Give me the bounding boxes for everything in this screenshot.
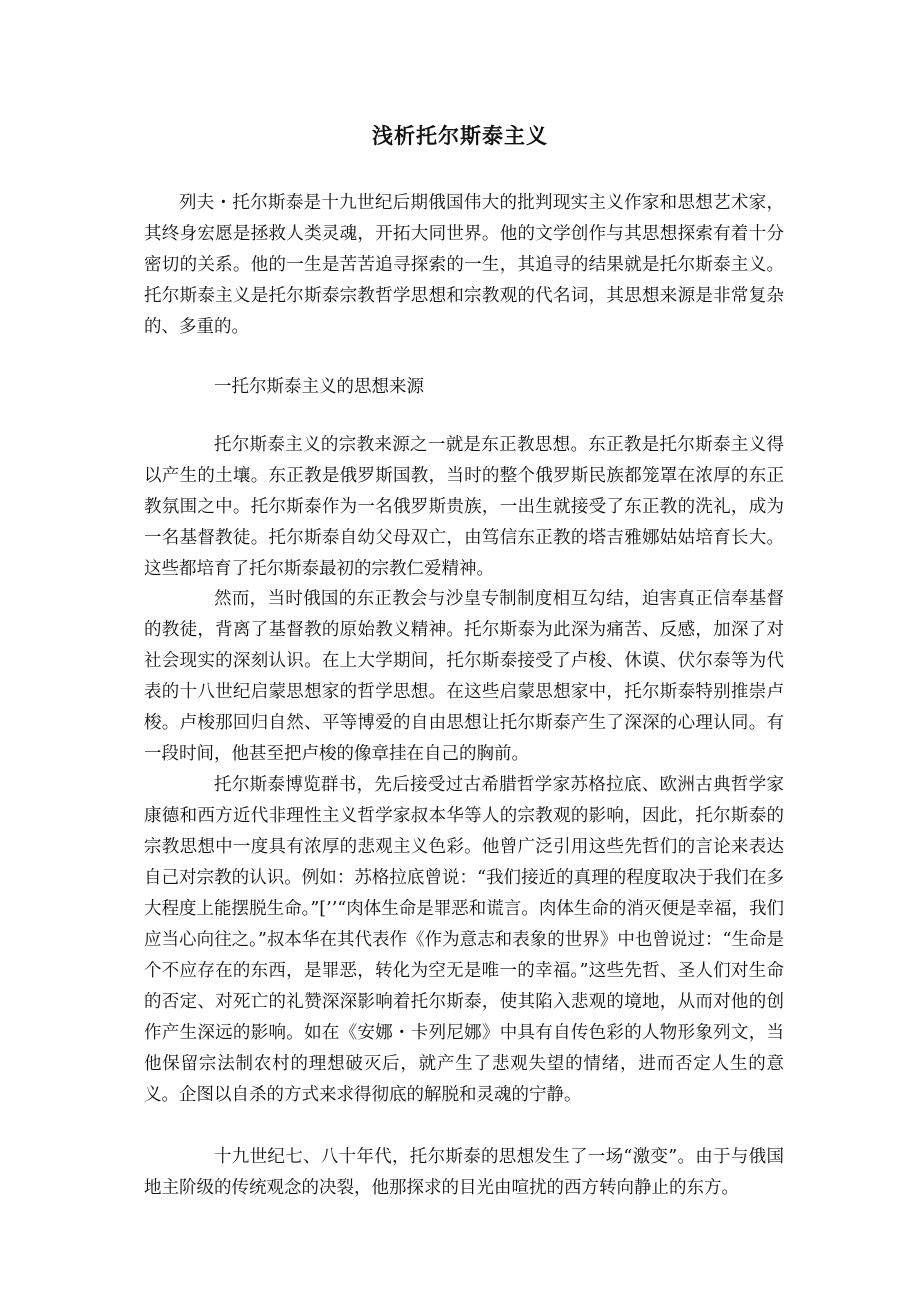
intro-paragraph: 列夫・托尔斯泰是十九世纪后期俄国伟大的批判现实主义作家和思想艺术家，其终身宏愿是拯救人类灵魂，开拓大同世界。他的文学创作与其思想探索有着十分密切的关系。他的一生是苦苦追寻探索的一生，其追寻的结果就是托尔斯泰主义。托尔斯泰主义是托尔斯泰宗教哲学思想和宗教观的代名词，其思想来源是非常复杂的、多重的。 [144,193,784,337]
body-paragraph-4: 十九世纪七、八十年代，托尔斯泰的思想发生了一场“激变”。由于与俄国地主阶级的传统观念的决裂，他那探求的目光由喧扰的西方转向静止的东方。 [144,1147,784,1198]
document-title: 浅析托尔斯泰主义 [372,123,548,148]
body-paragraph-2: 然而，当时俄国的东正教会与沙皇专制制度相互勾结，迫害真正信奉基督的教徒，背离了基督教的原始教义精神。托尔斯泰为此深为痛苦、反感，加深了对社会现实的深刻认识。在上大学期间，托尔斯泰接受了卢梭、休谟、伏尔泰等为代表的十八世纪启蒙思想家的哲学思想。在这些启蒙思想家中，托尔斯泰特别推崇卢梭。卢梭那回归自然、平等博爱的自由思想让托尔斯泰产生了深深的心理认同。有一段时间，他甚至把卢梭的像章挂在自己的胸前。 [144,589,784,764]
body-paragraph-1: 托尔斯泰主义的宗教来源之一就是东正教思想。东正教是托尔斯泰主义得以产生的土壤。东正教是俄罗斯国教，当时的整个俄罗斯民族都笼罩在浓厚的东正教氛围之中。托尔斯泰作为一名俄罗斯贵族，一出生就接受了东正教的洗礼，成为一名基督教徒。托尔斯泰自幼父母双亡，由笃信东正教的塔吉雅娜姑姑培育长大。这些都培育了托尔斯泰最初的宗教仁爱精神。 [144,435,784,579]
section-heading: 一托尔斯泰主义的思想来源 [214,377,424,397]
body-paragraph-3: 托尔斯泰博览群书，先后接受过古希腊哲学家苏格拉底、欧洲古典哲学家康德和西方近代非理性主义哲学家叔本华等人的宗教观的影响，因此，托尔斯泰的宗教思想中一度具有浓厚的悲观主义色彩。他曾广泛引用这些先哲们的言论来表达自己对宗教的认识。例如：苏格拉底曾说：“我们接近的真理的程度取决于我们在多大程度上能摆脱生命。”[’’“肉体生命是罪恶和谎言。肉体生命的消灭便是幸福，我们应当心向往之。”叔本华在其代表作《作为意志和表象的世界》中也曾说过：“生命是个不应存在的东西，是罪恶，转化为空无是唯一的幸福。”这些先哲、圣人们对生命的否定、对死亡的礼赞深深影响着托尔斯泰，使其陷入悲观的境地，从而对他的创作产生深远的影响。如在《安娜・卡列尼娜》中具有自传色彩的人物形象列文，当他保留宗法制农村的理想破灭后，就产生了悲观失望的情绪，进而否定人生的意义。企图以自杀的方式来求得彻底的解脱和灵魂的宁静。 [144,775,784,1105]
